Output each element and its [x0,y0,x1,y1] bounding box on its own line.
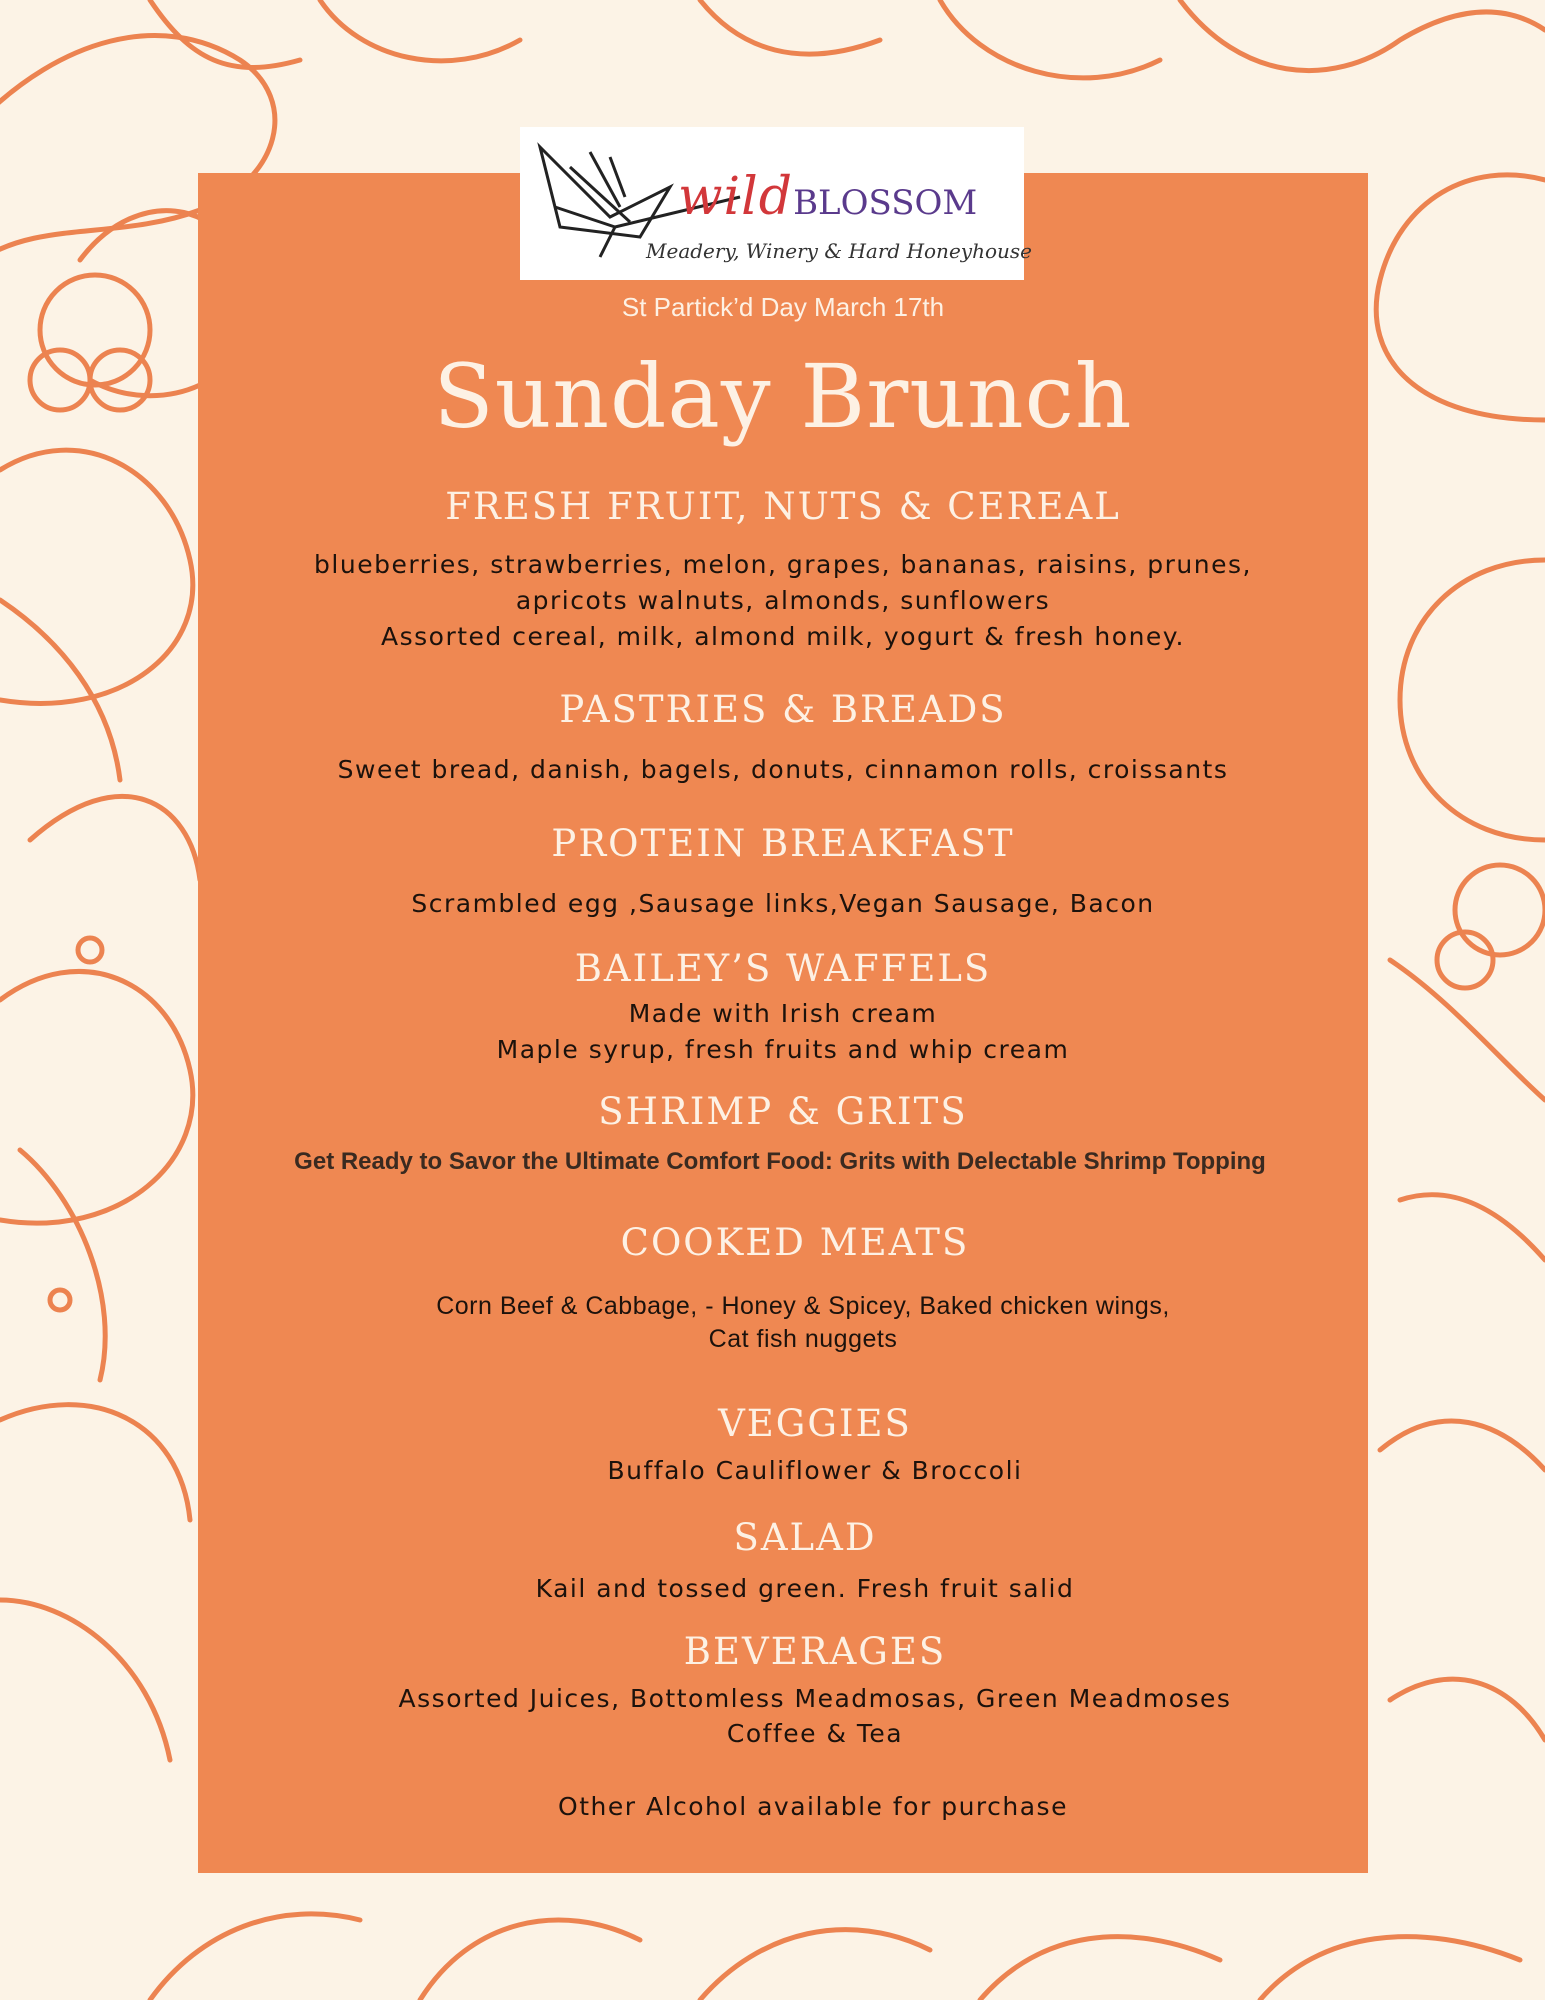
section-line: Assorted Juices, Bottomless Meadmosas, Green Meadmoses [398,1684,1232,1713]
section-line: Assorted cereal, milk, almond milk, yogurt & fresh honey. [381,622,1185,651]
section-heading-protein: PROTEIN BREAKFAST [551,822,1015,865]
event-date-subtitle: St Partick’d Day March 17th [621,292,945,322]
section-line: Buffalo Cauliflower & Broccoli [607,1456,1023,1485]
section-line: apricots walnuts, almonds, sunflowers [515,586,1051,615]
section-heading-beverages: BEVERAGES [683,1630,947,1673]
section-heading-waffels: BAILEY’S WAFFELS [574,947,992,990]
section-heading-veggies: VEGGIES [718,1402,912,1445]
section-line: Get Ready to Savor the Ultimate Comfort Food: Grits with Delectable Shrimp Topping [294,1148,1266,1175]
page-title: Sunday Brunch [433,345,1133,448]
section-line: Kail and tossed green. Fresh fruit salid [535,1574,1075,1603]
section-heading-meats: COOKED MEATS [620,1221,970,1264]
section-heading-pastries: PASTRIES & BREADS [559,688,1007,731]
logo-wordmark: wildBLOSSOM [678,167,978,227]
section-line: Cat fish nuggets [708,1325,898,1353]
section-heading-fruit: FRESH FRUIT, NUTS & CEREAL [445,485,1121,528]
section-heading-salad: SALAD [733,1516,877,1559]
section-line: Coffee & Tea [726,1719,904,1748]
section-line: Made with Irish cream [628,999,938,1028]
footer-note: Other Alcohol available for purchase [558,1792,1068,1821]
wild-blossom-logo [520,127,1032,280]
section-line: Sweet bread, danish, bagels, donuts, cinnamon rolls, croissants [337,755,1229,784]
section-line: blueberries, strawberries, melon, grapes, bananas, raisins, prunes, [314,550,1252,579]
logo-tagline: Meadery, Winery & Hard Honeyhouse [646,239,1032,263]
section-line: Corn Beef & Cabbage, - Honey & Spicey, Baked chicken wings, [436,1292,1170,1320]
section-line: Scrambled egg ,Sausage links,Vegan Sausage, Bacon [411,889,1155,918]
section-heading-shrimp: SHRIMP & GRITS [598,1090,968,1133]
section-line: Maple syrup, fresh fruits and whip cream [496,1035,1070,1064]
